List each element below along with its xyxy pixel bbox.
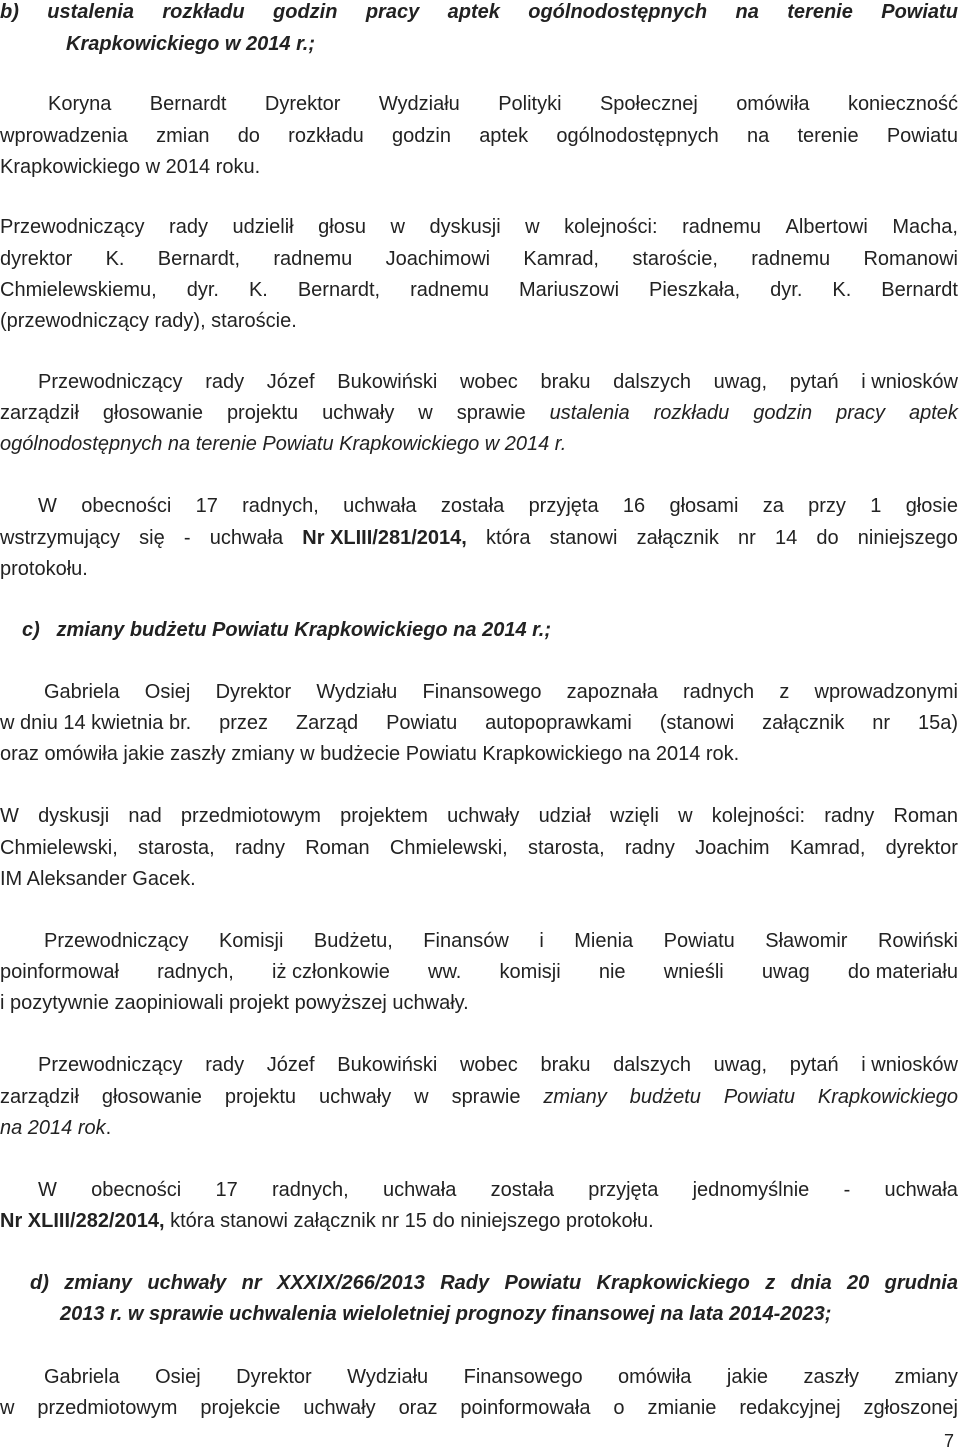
section-d-heading-cont: 2013 r. w sprawie uchwalenia wieloletniej prognozy finansowej na lata 2014-2023; (60, 1303, 832, 1325)
paragraph: Przewodniczący Komisji Budżetu, Finansów i Mienia Powiatu Sławomir Rowiński (44, 930, 958, 952)
paragraph: IM Aleksander Gacek. (0, 868, 196, 890)
paragraph: W dyskusji nad przedmiotowym projektem uchwały udział wzięli w kolejności: radny Roman (0, 805, 958, 827)
paragraph: w przedmiotowym projekcie uchwały oraz poinformowała o zmianie redakcyjnej zgłoszonej (0, 1397, 958, 1419)
paragraph: W obecności 17 radnych, uchwała została przyjęta jednomyślnie - uchwała (38, 1179, 958, 1201)
paragraph: Chmielewskiemu, dyr. K. Bernardt, radnemu Mariuszowi Pieszkała, dyr. K. Bernardt (0, 279, 958, 301)
paragraph: Krapkowickiego w 2014 roku. (0, 156, 261, 178)
section-b-heading: b) ustalenia rozkładu godzin pracy aptek ogólnodostępnych na terenie Powiatu (0, 1, 958, 23)
paragraph: w dniu 14 kwietnia br. przez Zarząd Powiatu autopoprawkami (stanowi załącznik nr 15a) (0, 712, 958, 734)
paragraph: dyrektor K. Bernardt, radnemu Joachimowi Kamrad, staroście, radnemu Romanowi (0, 248, 958, 270)
paragraph: poinformował radnych, iż członkowie ww. komisji nie wnieśli uwag do materiału (0, 961, 958, 983)
section-b-heading-cont: Krapkowickiego w 2014 r.; (66, 33, 315, 55)
paragraph: Przewodniczący rady Józef Bukowiński wobec braku dalszych uwag, pytań i wniosków (38, 1054, 958, 1076)
paragraph: oraz omówiła jakie zaszły zmiany w budżecie Powiatu Krapkowickiego na 2014 rok. (0, 743, 740, 765)
page-number: 7 (943, 1431, 954, 1451)
paragraph: W obecności 17 radnych, uchwała została przyjęta 16 głosami za przy 1 głosie (38, 495, 958, 517)
paragraph: Przewodniczący rady udzielił głosu w dyskusji w kolejności: radnemu Albertowi Macha, (0, 216, 958, 238)
paragraph: (przewodniczący rady), staroście. (0, 310, 297, 332)
paragraph: na 2014 rok. (0, 1117, 112, 1139)
paragraph: Gabriela Osiej Dyrektor Wydziału Finansowego omówiła jakie zaszły zmiany (44, 1366, 958, 1388)
paragraph: i pozytywnie zaopiniowali projekt powyższej uchwały. (0, 992, 469, 1014)
paragraph: protokołu. (0, 558, 88, 580)
paragraph: zarządził głosowanie projektu uchwały w sprawie zmiany budżetu Powiatu Krapkowickiego (0, 1086, 958, 1108)
section-d-heading: d) zmiany uchwały nr XXXIX/266/2013 Rady Powiatu Krapkowickiego z dnia 20 grudnia (30, 1272, 958, 1294)
paragraph: wstrzymujący się - uchwała Nr XLIII/281/2014, która stanowi załącznik nr 14 do niniejszego (0, 527, 958, 549)
paragraph: ogólnodostępnych na terenie Powiatu Krapkowickiego w 2014 r. (0, 433, 567, 455)
paragraph: Gabriela Osiej Dyrektor Wydziału Finansowego zapoznała radnych z wprowadzonymi (44, 681, 958, 703)
paragraph: zarządził głosowanie projektu uchwały w sprawie ustalenia rozkładu godzin pracy aptek (0, 402, 958, 424)
section-c-heading: c) zmiany budżetu Powiatu Krapkowickiego na 2014 r.; (22, 619, 552, 641)
paragraph: Koryna Bernardt Dyrektor Wydziału Polityki Społecznej omówiła konieczność (48, 93, 958, 115)
paragraph: Chmielewski, starosta, radny Roman Chmielewski, starosta, radny Joachim Kamrad, dyrektor (0, 837, 958, 859)
paragraph: Przewodniczący rady Józef Bukowiński wobec braku dalszych uwag, pytań i wniosków (38, 371, 958, 393)
paragraph: wprowadzenia zmian do rozkładu godzin aptek ogólnodostępnych na terenie Powiatu (0, 125, 958, 147)
paragraph: Nr XLIII/282/2014, która stanowi załącznik nr 15 do niniejszego protokołu. (0, 1210, 654, 1232)
